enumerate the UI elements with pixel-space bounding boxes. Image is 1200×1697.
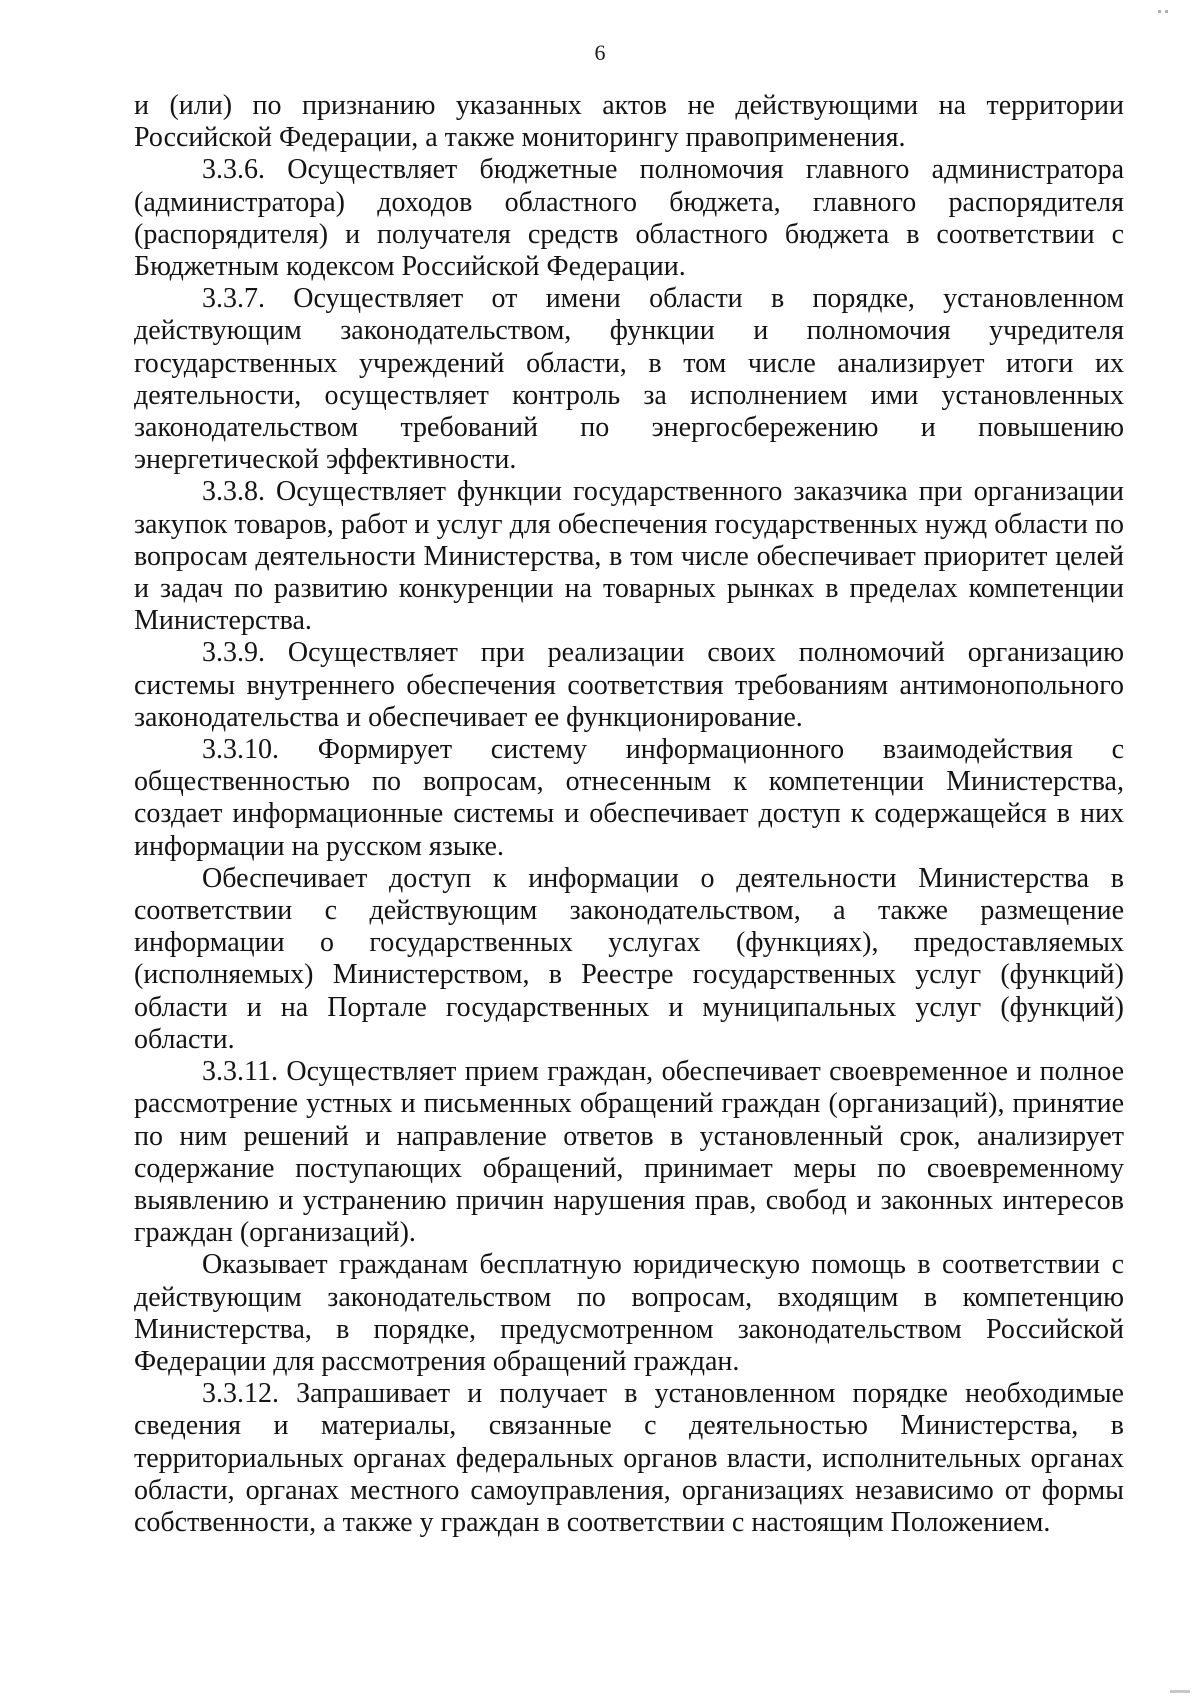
- paragraph-3-3-11: 3.3.11. Осуществляет прием граждан, обеспечивает своевременное и полное рассмотрение устных и письменных обращений граждан (организаций), принятие по ним решений и направление ответов в установленный срок, анализирует содержание поступающих обращений, принимает меры по своевременному выявлению и устранению причин нарушения прав, свобод и законных интересов граждан (организаций).: [134, 1056, 1124, 1249]
- paragraph-legal-aid: Оказывает гражданам бесплатную юридическую помощь в соответствии с действующим законодательством по вопросам, входящим в компетенцию Министерства, в порядке, предусмотренном законодательством Российской Федерации для рассмотрения обращений граждан.: [134, 1249, 1124, 1377]
- paragraph-continuation: и (или) по признанию указанных актов не действующими на территории Российской Федерации, а также мониторингу правоприменения.: [134, 90, 1124, 154]
- paragraph-3-3-9: 3.3.9. Осуществляет при реализации своих полномочий организацию системы внутреннего обеспечения соответствия требованиям антимонопольного законодательства и обеспечивает ее функционирование.: [134, 637, 1124, 733]
- paragraph-3-3-8: 3.3.8. Осуществляет функции государственного заказчика при организации закупок товаров, работ и услуг для обеспечения государственных нужд области по вопросам деятельности Министерства, в том числе обеспечивает приоритет целей и задач по развитию конкуренции на товарных рынках в пределах компетенции Министерства.: [134, 476, 1124, 637]
- paragraph-3-3-6: 3.3.6. Осуществляет бюджетные полномочия главного администратора (администратора) доходов областного бюджета, главного распорядителя (распорядителя) и получателя средств областного бюджета в соответствии с Бюджетным кодексом Российской Федерации.: [134, 154, 1124, 283]
- document-body: [134, 90, 1124, 1539]
- scan-corner-mark: [1154, 0, 1194, 6]
- scan-bottom-mark: [1170, 1690, 1190, 1693]
- page-number: 6: [594, 40, 606, 65]
- paragraph-3-3-7: 3.3.7. Осуществляет от имени области в порядке, установленном действующим законодательством, функции и полномочия учредителя государственных учреждений области, в том числе анализирует итоги их деятельности, осуществляет контроль за исполнением ими установленных законодательством требований по энергосбережению и повышению энергетической эффективности.: [134, 283, 1124, 476]
- paragraph-information-access: Обеспечивает доступ к информации о деятельности Министерства в соответствии с действующим законодательством, а также размещение информации о государственных услугах (функциях), предоставляемых (исполняемых) Министерством, в Реестре государственных услуг (функций) области и на Портале государственных и муниципальных услуг (функций) области.: [134, 862, 1124, 1055]
- paragraph-3-3-12: 3.3.12. Запрашивает и получает в установленном порядке необходимые сведения и материалы, связанные с деятельностью Министерства, в территориальных органах федеральных органов власти, исполнительных органах области, органах местного самоуправления, организациях независимо от формы собственности, а также у граждан в соответствии с настоящим Положением.: [134, 1378, 1124, 1538]
- paragraph-3-3-10: 3.3.10. Формирует систему информационного взаимодействия с общественностью по вопросам, отнесенным к компетенции Министерства, создает информационные системы и обеспечивает доступ к содержащейся в них информации на русском языке.: [134, 734, 1124, 862]
